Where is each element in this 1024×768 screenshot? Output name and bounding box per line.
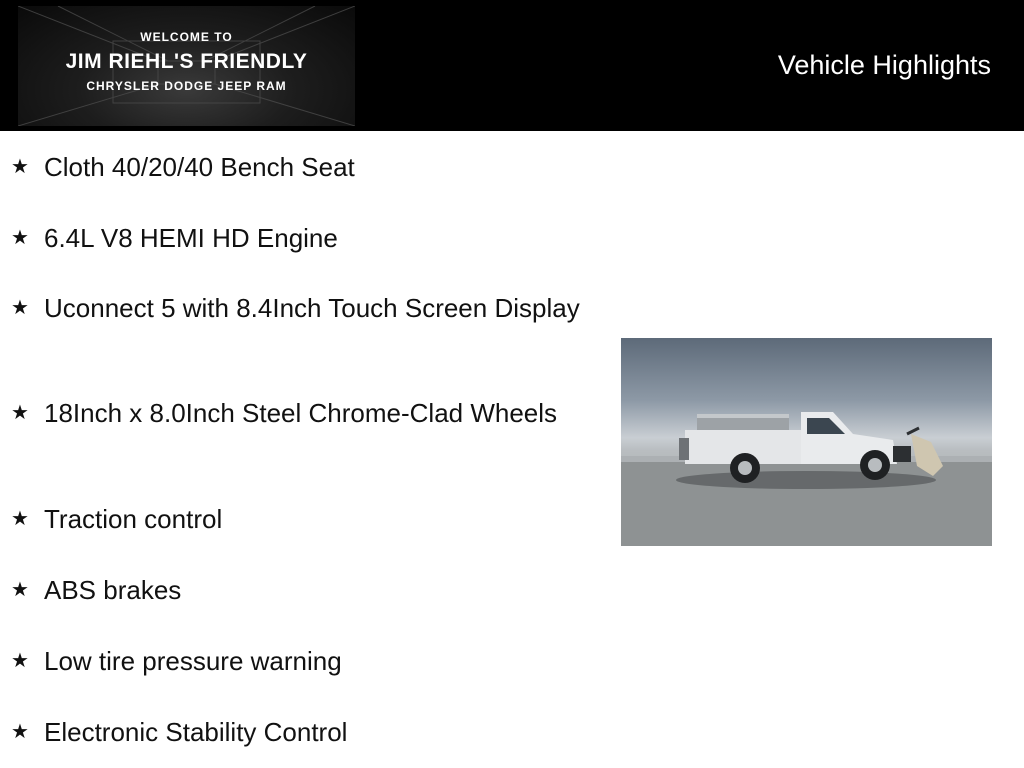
feature-label: Traction control: [44, 504, 223, 534]
truck-with-plow-icon: [621, 338, 992, 546]
star-icon: ★: [11, 297, 29, 319]
logo-dealer-name: JIM RIEHL'S FRIENDLY: [65, 49, 308, 73]
star-icon: ★: [11, 508, 29, 530]
feature-label: Uconnect 5 with 8.4Inch Touch Screen Display: [44, 293, 580, 323]
star-icon: ★: [11, 402, 29, 424]
feature-label: ABS brakes: [44, 575, 182, 605]
list-item: [11, 502, 591, 536]
dealer-logo[interactable]: [18, 6, 355, 126]
logo-welcome-text: WELCOME TO: [140, 29, 233, 44]
list-item: [11, 396, 591, 430]
list-item: [11, 715, 591, 749]
star-icon: ★: [11, 721, 29, 743]
star-icon: ★: [11, 227, 29, 249]
star-icon: ★: [11, 579, 29, 601]
feature-label: 6.4L V8 HEMI HD Engine: [44, 223, 338, 253]
star-icon: ★: [11, 650, 29, 672]
list-item: [11, 291, 591, 325]
vehicle-photo[interactable]: [621, 338, 992, 546]
header-bar: [0, 0, 1024, 131]
logo-brands-text: CHRYSLER DODGE JEEP RAM: [86, 78, 287, 93]
page-title: Vehicle Highlights: [777, 50, 991, 80]
feature-label: Electronic Stability Control: [44, 717, 348, 747]
feature-label: Cloth 40/20/40 Bench Seat: [44, 152, 355, 182]
list-item: [11, 644, 591, 678]
list-item: [11, 573, 591, 607]
star-icon: ★: [11, 156, 29, 178]
list-item: [11, 150, 591, 184]
feature-label: 18Inch x 8.0Inch Steel Chrome-Clad Wheels: [44, 398, 558, 428]
list-item: [11, 221, 591, 255]
feature-label: Low tire pressure warning: [44, 646, 342, 676]
